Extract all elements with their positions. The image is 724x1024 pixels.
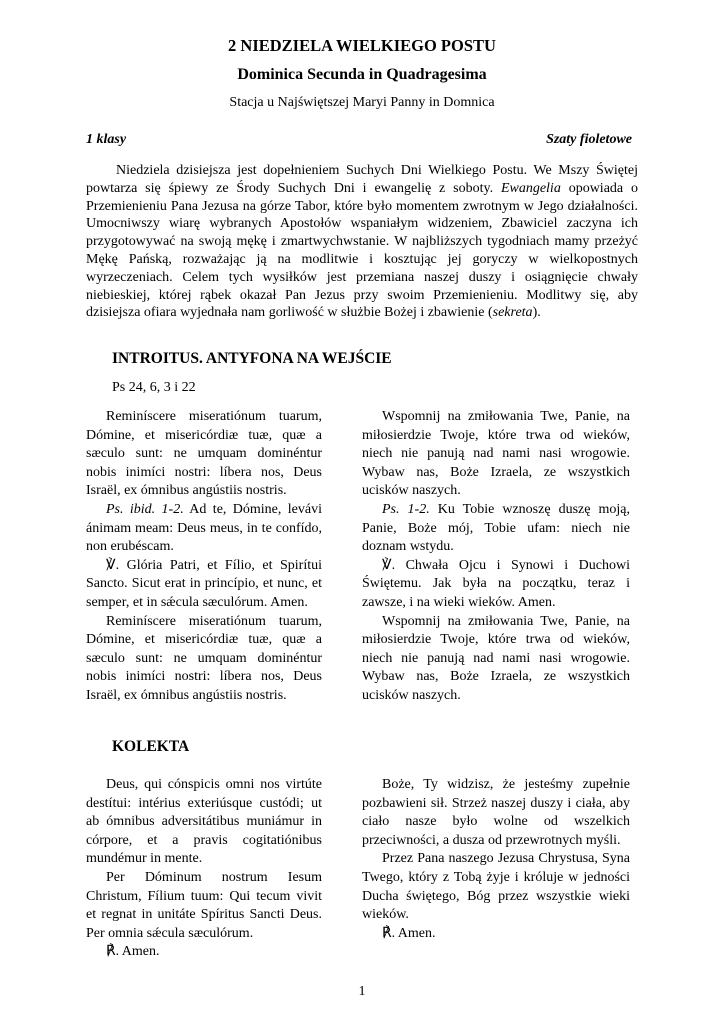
introitus-polish-antiphon-2: Wspomnij na zmiłowania Twe, Panie, na miłosierdzie Twoje, które trwa od wieków, niech nie panują nad nami nasi wrogowie. Wybaw nas, Boże Izraela, ze wszystkich ucisków naszych. [362,613,630,703]
vestment-color: Szaty fioletowe [546,132,632,147]
kolekta-latin-column [86,776,322,962]
introitus-latin-psalm-text: Ad te, Dómine, levávi ánimam meam: Deus meus, in te confído, non erubéscam. [86,501,322,555]
introitus-polish-column [362,408,630,706]
introitus-polish-psalm-text: Ku Tobie wznoszę duszę moją, Panie, Boże mój, Tobie ufam: niech nie doznam wstydu. [362,501,630,555]
page-subtitle: Dominica Secunda in Quadragesima [237,66,487,83]
introitus-latin-antiphon-1: Reminíscere miseratiónum tuarum, Dómine, et misericórdiæ tuæ, quæ a sæculo sunt: ne umquam dominéntur nobis inimíci nostri: líbera nos, Deus Israël, ex ómnibus angústiis nostris. [86,409,322,499]
intro-ewangelia: Ewangelia [500,180,561,196]
introitus-latin-psalm-ref: Ps. ibid. 1-2. [106,501,184,517]
page-title: 2 NIEDZIELA WIELKIEGO POSTU [228,36,496,55]
introitus-polish-gloria: ℣. Chwała Ojcu i Synowi i Duchowi Świętemu. Jak była na początku, teraz i zawsze, i na wieki wieków. Amen. [362,557,630,610]
station-line: Stacja u Najświętszej Maryi Panny in Domnica [229,95,495,110]
kolekta-polish-column [362,776,630,943]
page-number: 1 [358,984,366,999]
introitus-latin-gloria: ℣. Glória Patri, et Fílio, et Spirítui Sancto. Sicut erat in princípio, et nunc, et semper, et in sǽcula sæculórum. Amen. [86,557,322,610]
kolekta-heading: KOLEKTA [112,738,190,755]
introitus-polish-psalm [362,501,630,557]
kolekta-latin-prayer: Deus, qui cónspicis omni nos virtúte destítui: intérius exteriúsque custódi; ut ab ómnibus adversitátibus muniámur in córpore, et a pravis cogitatiónibus mundémur in mente. [86,777,322,867]
kolekta-latin-conclusion: Per Dóminum nostrum Iesum Christum, Fílium tuum: Qui tecum vivit et regnat in unitáte Spíritus Sancti Deus. Per omnia sǽcula sæculórum. [86,869,322,941]
kolekta-polish-prayer: Boże, Ty widzisz, że jesteśmy zupełnie pozbawieni sił. Strzeż naszej duszy i ciała, aby ciało nasze było wolne od wszelkich przeciwności, a dusza od przewrotnych myśli. [362,777,630,848]
introitus-latin-column [86,408,322,706]
intro-text-2: opowiada o Przemienieniu Pana Jezusa na górze Tabor, które było momentem zwrotnym w Jego działalności. Umocniwszy wiarę wybranych Apostołów wspaniałym widzeniem, Zbawiciel zaczyna ich przygotowywać na swoją mękę i zmartwychwstanie. W najbliższych tygodniach mamy przeżyć Mękę Pańską, rozważając ją na modlitwie i kosztując jej goryczy w wielkopostnych wyrzeczeniach. Celem tych wysiłków jest przemiana naszej duszy i osiągnięcie chwały niebieskiej, której rąbek okazał Pan Jezus przy swoim Przemienieniu. Modlitwy się, aby dzisiejsza ofiara wyjednała nam gorliwość w służbie Bożej i zbawienie ( [86,180,638,321]
kolekta-polish-amen: ℟. Amen. [382,925,436,941]
introitus-reference: Ps 24, 6, 3 i 22 [112,380,196,395]
introitus-polish-antiphon-1: Wspomnij na zmiłowania Twe, Panie, na miłosierdzie Twoje, które trwa od wieków, niech nie panują nad nami nasi wrogowie. Wybaw nas, Boże Izraela, ze wszystkich ucisków naszych. [362,409,630,499]
intro-text-3: ). [532,305,541,321]
introitus-latin-antiphon-2: Reminíscere miseratiónum tuarum, Dómine, et misericórdiæ tuæ, quæ a sæculo sunt: ne umquam dominéntur nobis inimíci nostri: líbera nos, Deus Israël, ex ómnibus angústiis nostris. [86,613,322,703]
introitus-heading: INTROITUS. ANTYFONA NA WEJŚCIE [112,350,392,367]
intro-text-1: Niedziela dzisiejsza jest dopełnieniem Suchych Dni Wielkiego Postu. We Mszy Świętej powtarza się śpiewy ze Środy Suchych Dni i ewangelię z soboty. [86,163,638,196]
introduction-paragraph [86,162,638,322]
introitus-latin-psalm [86,501,322,557]
kolekta-latin-amen: ℟. Amen. [106,944,160,960]
kolekta-polish-conclusion: Przez Pana naszego Jezusa Chrystusa, Syna Twego, który z Tobą żyje i króluje w jedności Ducha świętego, Bóg przez wszystkie wieki wieków. [362,851,630,923]
introitus-polish-psalm-ref: Ps. 1-2. [382,501,430,517]
liturgical-class: 1 klasy [86,132,127,147]
intro-sekreta: sekreta [492,305,533,321]
